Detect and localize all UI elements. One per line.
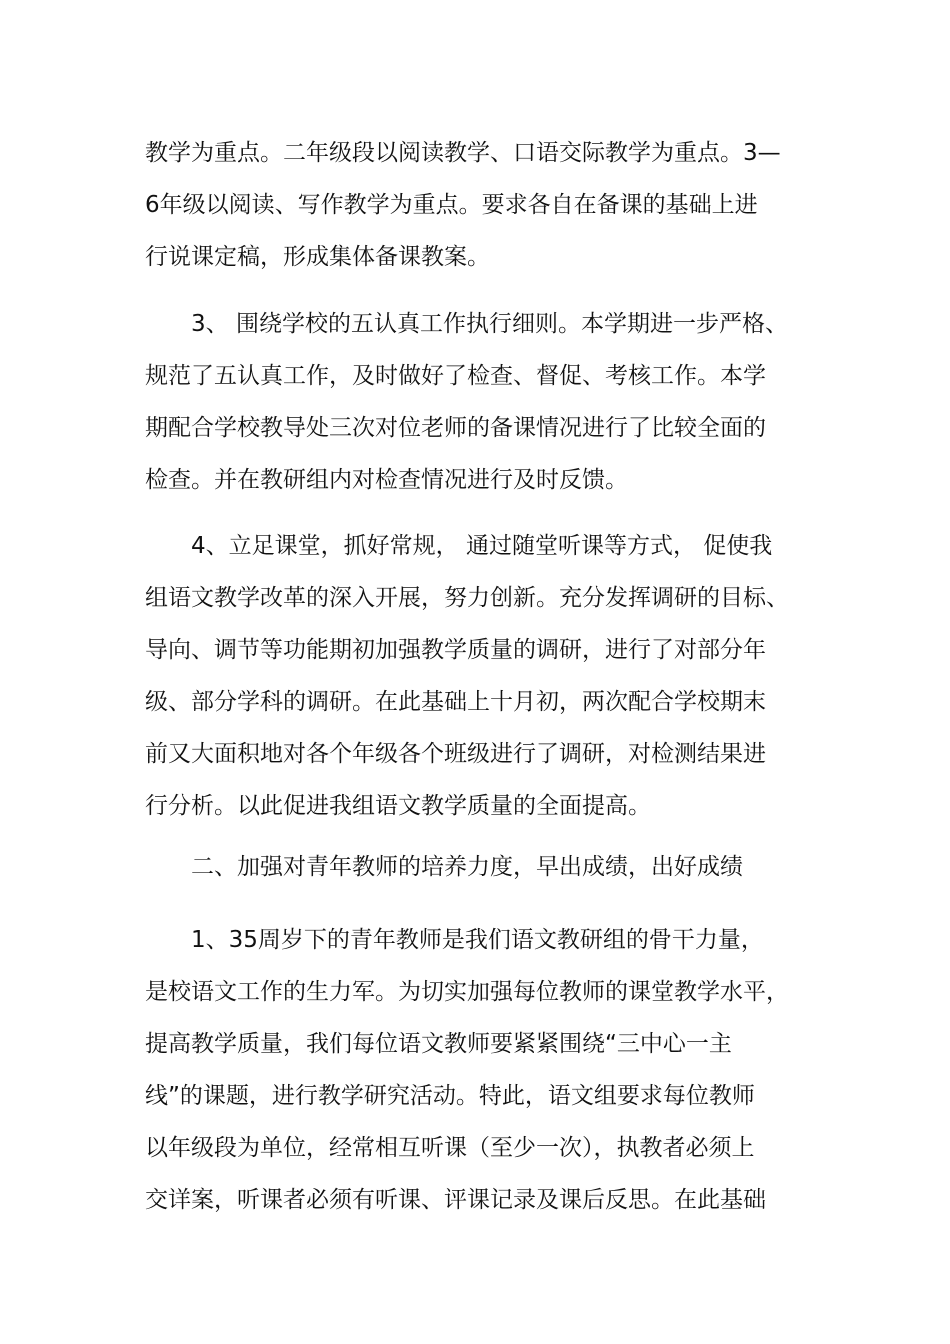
paragraph-line: 行分析。以此促进我组语文教学质量的全面提高。 (145, 793, 651, 819)
paragraph-line: 是校语文工作的生力军。为切实加强每位教师的课堂教学水平， (145, 979, 789, 1005)
paragraph-line: 前又大面积地对各个年级各个班级进行了调研，对检测结果进 (145, 741, 766, 767)
paragraph-1 (145, 142, 815, 298)
paragraph-line: 期配合学校教导处三次对位老师的备课情况进行了比较全面的 (145, 415, 766, 441)
paragraph-line: 交详案，听课者必须有听课、评课记录及课后反思。在此基础 (145, 1187, 766, 1213)
paragraph-3 (145, 535, 815, 847)
paragraph-line: 导向、调节等功能期初加强教学质量的调研，进行了对部分年 (145, 637, 766, 663)
paragraph-line: 3、 围绕学校的五认真工作执行细则。本学期进一步严格、 (191, 311, 788, 337)
paragraph-line: 6年级以阅读、写作教学为重点。要求各自在备课的基础上进 (145, 192, 758, 218)
paragraph-line: 线”的课题，进行教学研究活动。特此，语文组要求每位教师 (145, 1083, 755, 1109)
paragraph-line: 级、部分学科的调研。在此基础上十月初，两次配合学校期末 (145, 689, 766, 715)
section-heading-text: 二、加强对青年教师的培养力度，早出成绩，出好成绩 (191, 854, 743, 880)
paragraph-5 (145, 929, 815, 1241)
paragraph-line: 4、立足课堂，抓好常规， 通过随堂听课等方式， 促使我 (191, 533, 773, 559)
paragraph-line: 检查。并在教研组内对检查情况进行及时反馈。 (145, 467, 628, 493)
paragraph-line: 组语文教学改革的深入开展，努力创新。充分发挥调研的目标、 (145, 585, 789, 611)
paragraph-line: 教学为重点。二年级段以阅读教学、口语交际教学为重点。3— (145, 140, 781, 166)
paragraph-2 (145, 313, 815, 521)
section-heading (145, 856, 815, 908)
paragraph-line: 1、35周岁下的青年教师是我们语文教研组的骨干力量， (191, 927, 764, 953)
paragraph-line: 以年级段为单位，经常相互听课（至少一次），执教者必须上 (145, 1135, 755, 1161)
paragraph-line: 规范了五认真工作，及时做好了检查、督促、考核工作。本学 (145, 363, 766, 389)
paragraph-line: 行说课定稿，形成集体备课教案。 (145, 244, 490, 270)
paragraph-line: 提高教学质量，我们每位语文教师要紧紧围绕“三中心一主 (145, 1031, 732, 1057)
